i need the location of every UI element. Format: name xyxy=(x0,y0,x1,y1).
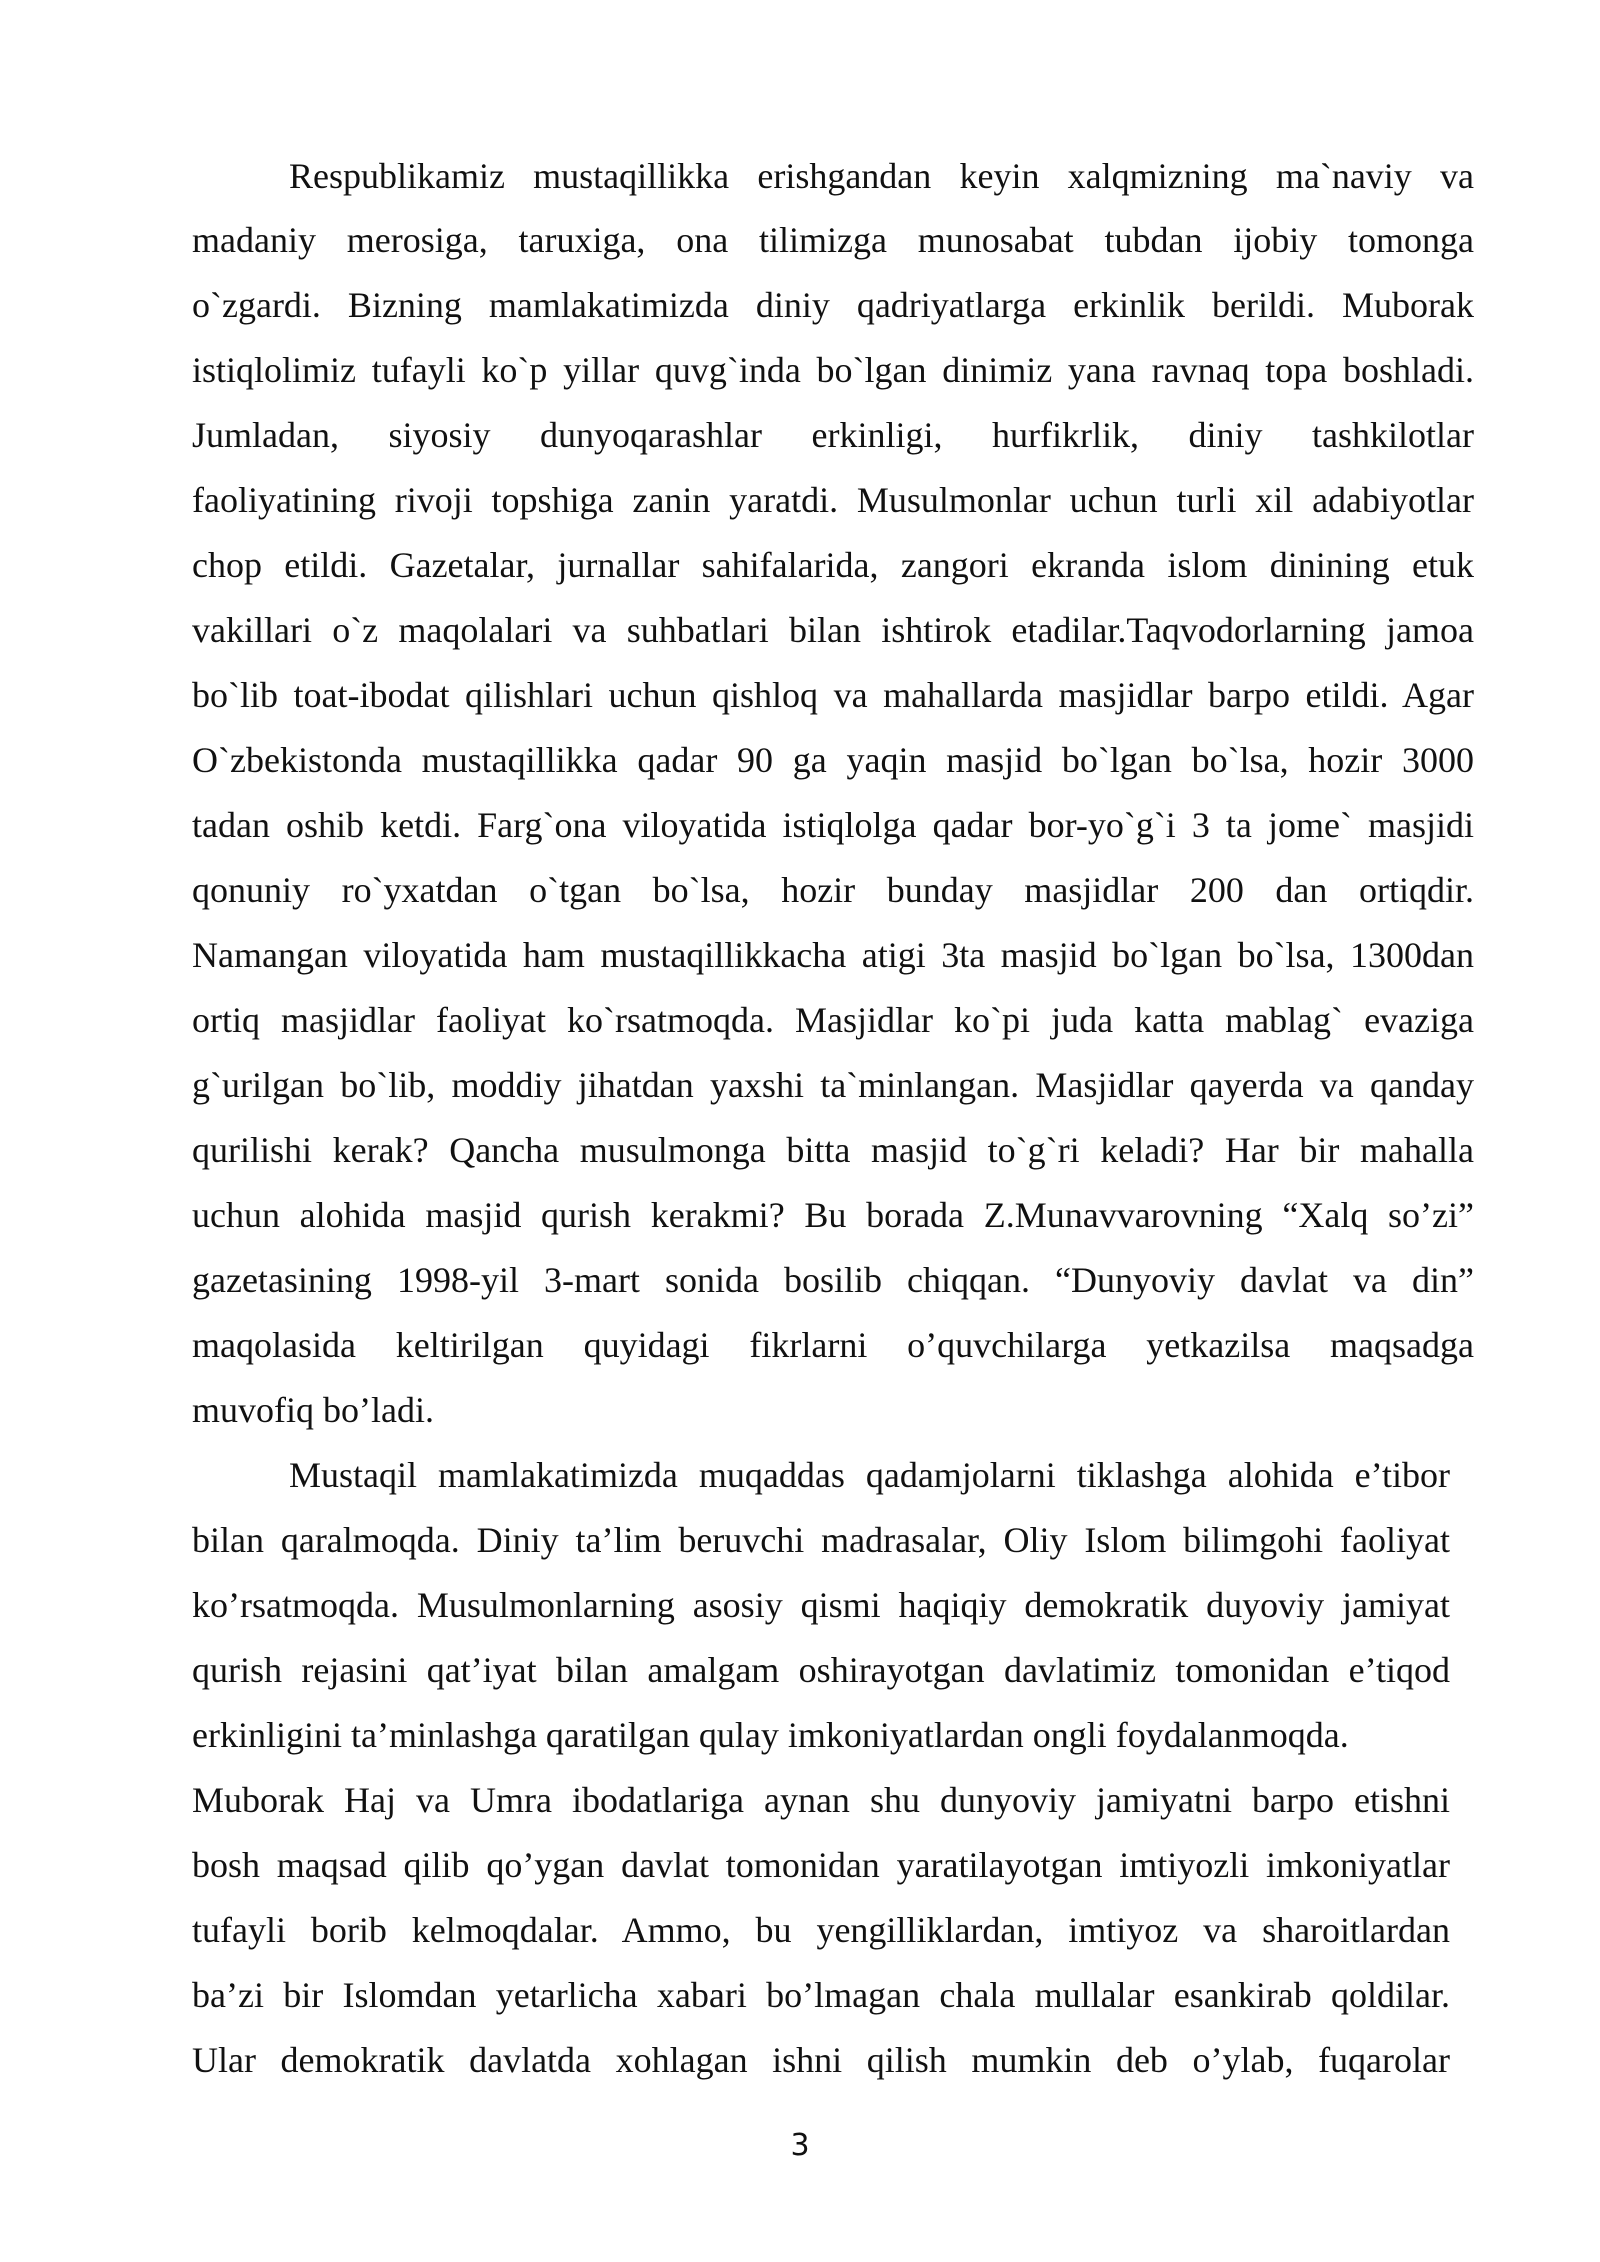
paragraph-1-line-9: bo`lib toat-ibodat qilishlari uchun qishloq va mahallarda masjidlar barpo etildi. Agar xyxy=(192,675,1474,715)
paragraph-1-line-20: muvofiq bo’ladi. xyxy=(192,1390,434,1430)
paragraph-1-line-15: g`urilgan bo`lib, moddiy jihatdan yaxshi ta`minlangan. Masjidlar qayerda va qanday xyxy=(192,1065,1474,1105)
paragraph-2-line-1: Mustaqil mamlakatimizda muqaddas qadamjolarni tiklashga alohida e’tibor xyxy=(289,1455,1450,1495)
paragraph-2-line-6: Muborak Haj va Umra ibodatlariga aynan shu dunyoviy jamiyatni barpo etishni xyxy=(192,1780,1450,1820)
paragraph-1-line-5: Jumladan, siyosiy dunyoqarashlar erkinligi, hurfikrlik, diniy tashkilotlar xyxy=(192,415,1474,455)
paragraph-1-line-2: madaniy merosiga, taruxiga, ona tilimizga munosabat tubdan ijobiy tomonga xyxy=(192,220,1474,260)
paragraph-1-line-4: istiqlolimiz tufayli ko`p yillar quvg`inda bo`lgan dinimiz yana ravnaq topa boshladi. xyxy=(192,350,1474,390)
paragraph-2-line-2: bilan qaralmoqda. Diniy ta’lim beruvchi madrasalar, Oliy Islom bilimgohi faoliyat xyxy=(192,1520,1450,1560)
paragraph-1-line-17: uchun alohida masjid qurish kerakmi? Bu borada Z.Munavvarovning “Xalq so’zi” xyxy=(192,1195,1474,1235)
paragraph-1-line-6: faoliyatining rivoji topshiga zanin yaratdi. Musulmonlar uchun turli xil adabiyotlar xyxy=(192,480,1474,520)
paragraph-1-line-14: ortiq masjidlar faoliyat ko`rsatmoqda. Masjidlar ko`pi juda katta mablag` evaziga xyxy=(192,1000,1474,1040)
paragraph-1-line-1: Respublikamiz mustaqillikka erishgandan keyin xalqmizning ma`naviy va xyxy=(289,156,1474,196)
paragraph-2-line-5: erkinligini ta’minlashga qaratilgan qulay imkoniyatlardan ongli foydalanmoqda. xyxy=(192,1715,1349,1755)
paragraph-2-line-3: ko’rsatmoqda. Musulmonlarning asosiy qismi haqiqiy demokratik duyoviy jamiyat xyxy=(192,1585,1450,1625)
paragraph-1-line-16: qurilishi kerak? Qancha musulmonga bitta masjid to`g`ri keladi? Har bir mahalla xyxy=(192,1130,1474,1170)
paragraph-1-line-10: O`zbekistonda mustaqillikka qadar 90 ga yaqin masjid bo`lgan bo`lsa, hozir 3000 xyxy=(192,740,1474,780)
paragraph-2-line-8: tufayli borib kelmoqdalar. Ammo, bu yengilliklardan, imtiyoz va sharoitlardan xyxy=(192,1910,1450,1950)
paragraph-1-line-18: gazetasining 1998-yil 3-mart sonida bosilib chiqqan. “Dunyoviy davlat va din” xyxy=(192,1260,1474,1300)
paragraph-1-line-7: chop etildi. Gazetalar, jurnallar sahifalarida, zangori ekranda islom dinining etuk xyxy=(192,545,1474,585)
paragraph-1-line-8: vakillari o`z maqolalari va suhbatlari bilan ishtirok etadilar.Taqvodorlarning jamoa xyxy=(192,610,1474,650)
page-number: 3 xyxy=(790,2128,810,2163)
paragraph-2-line-4: qurish rejasini qat’iyat bilan amalgam oshirayotgan davlatimiz tomonidan e’tiqod xyxy=(192,1650,1450,1690)
paragraph-1-line-13: Namangan viloyatida ham mustaqillikkacha atigi 3ta masjid bo`lgan bo`lsa, 1300dan xyxy=(192,935,1474,975)
paragraph-1-line-3: o`zgardi. Bizning mamlakatimizda diniy qadriyatlarga erkinlik berildi. Muborak xyxy=(192,285,1474,325)
paragraph-2-line-9: ba’zi bir Islomdan yetarlicha xabari bo’lmagan chala mullalar esankirab qoldilar. xyxy=(192,1975,1450,2015)
paragraph-2-line-10: Ular demokratik davlatda xohlagan ishni qilish mumkin deb o’ylab, fuqarolar xyxy=(192,2040,1450,2080)
paragraph-1-line-12: qonuniy ro`yxatdan o`tgan bo`lsa, hozir bunday masjidlar 200 dan ortiqdir. xyxy=(192,870,1474,910)
paragraph-2-line-7: bosh maqsad qilib qo’ygan davlat tomonidan yaratilayotgan imtiyozli imkoniyatlar xyxy=(192,1845,1450,1885)
paragraph-1-line-19: maqolasida keltirilgan quyidagi fikrlarni o’quvchilarga yetkazilsa maqsadga xyxy=(192,1325,1474,1365)
paragraph-1-line-11: tadan oshib ketdi. Farg`ona viloyatida istiqlolga qadar bor-yo`g`i 3 ta jome` masjidi xyxy=(192,805,1474,845)
